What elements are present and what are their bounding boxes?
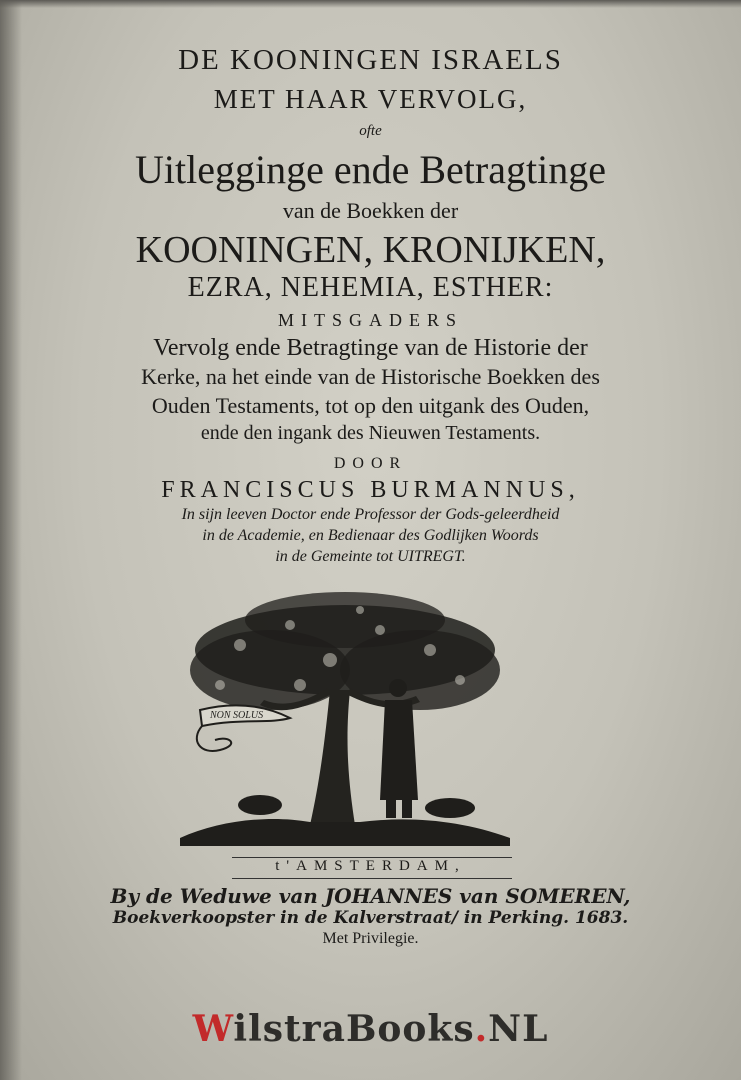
watermark-dot: . [474,1008,489,1050]
author-name: FRANCISCUS BURMANNUS, [161,477,580,503]
watermark-rest: ilstraBooks [233,1008,475,1050]
title-line-10: Kerke, na het einde van de Historische Boekken des [141,364,600,389]
title-line-12: ende den ingank des Nieuwen Testaments. [200,422,541,444]
motto-banner-icon [197,705,290,751]
title-line-1: DE KOONINGEN ISRAELS [178,44,563,76]
watermark-tld: NL [488,1008,549,1050]
title-line-2: MET HAAR VERVOLG, [213,84,528,114]
page-top-edge [0,0,741,8]
title-line-11: Ouden Testaments, tot op den uitgank des Ouden, [151,393,590,418]
title-line-6: KOONINGEN, KRONIJKEN, [135,229,606,271]
motto-text: NON SOLUS [210,710,264,721]
imprint-line-1: By de Weduwe van JOHANNES van SOMEREN, [110,884,631,908]
imprint-place: t'AMSTERDAM, [275,858,466,874]
watermark-first-letter: W [192,1008,234,1050]
title-line-3: ofte [359,123,382,139]
title-line-7: EZRA, NEHEMIA, ESTHER: [187,272,554,303]
title-line-5: van de Boekken der [282,198,459,223]
imprint-line-2: Boekverkoopster in de Kalverstraat/ in Perking. 1683. [112,908,629,928]
imprint-line-3: Met Privilegie. [322,930,419,947]
author-line-1: In sijn leeven Doctor ende Professor der Gods-geleerdheid [181,506,560,523]
imprint-rule-bottom [232,878,512,879]
title-line-13: DOOR [333,455,408,472]
watermark [0,1008,741,1050]
author-line-2: in de Academie, en Bedienaar des Godlijken Woords [202,527,539,544]
printer-mark-woodcut [180,590,510,850]
title-line-4: Uitlegginge ende Betragtinge [135,147,606,192]
title-line-8: MITSGADERS [277,310,463,330]
author-line-3: in de Gemeinte tot UITREGT. [275,548,466,565]
title-line-9: Vervolg ende Betragtinge van de Historie der [153,335,588,361]
